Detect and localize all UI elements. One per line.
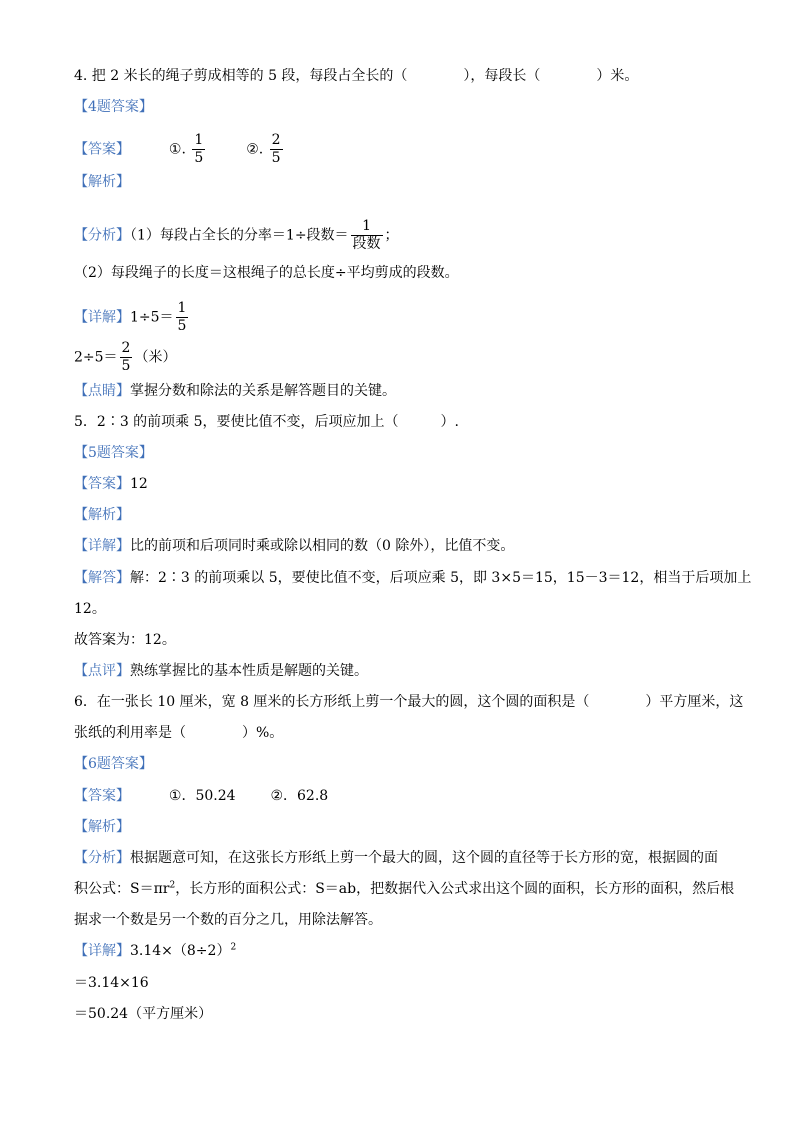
fraction-numerator: 1 (177, 300, 187, 316)
q6-answer-heading: 【6题答案】 (74, 756, 153, 772)
q5-xiangjie-tag: 【详解】 (74, 538, 130, 554)
q6-xiangjie-tag: 【详解】 (74, 943, 130, 959)
q6-answer-1: ①．50.24 (168, 788, 236, 804)
q5-xiangjie-text: 比的前项和后项同时乘或除以相同的数（0 除外），比值不变。 (130, 538, 515, 554)
fraction-denominator: 5 (194, 150, 204, 166)
fraction-denominator: 5 (121, 358, 131, 374)
q6-fenxi-tag: 【分析】 (74, 850, 130, 866)
q4-dianjing-text: 掌握分数和除法的关系是解答题目的关键。 (130, 383, 396, 399)
superscript: 2 (230, 942, 237, 953)
q6-analysis-heading: 【解析】 (74, 819, 130, 835)
q6-fenxi-line-1 (74, 848, 718, 868)
q5-dianping-tag: 【点评】 (74, 663, 130, 679)
fraction-denominator: 段数 (352, 236, 381, 252)
q5-jieda-tag: 【解答】 (74, 570, 130, 586)
q4-xiangjie-line-2 (74, 340, 176, 375)
q5-jieda-line-2: 12。 (74, 601, 106, 617)
q5-answer-value: 12 (130, 476, 148, 492)
q6-question-line-2: 张纸的利用率是（ ）%。 (74, 725, 284, 741)
q4-question: 4. 把 2 米长的绳子剪成相等的 5 段，每段占全长的（ ），每段长（ ）米。 (74, 68, 639, 84)
q6-answer-tag: 【答案】 (74, 788, 130, 804)
q6-answer-line (74, 786, 328, 806)
q6-fenxi-text-1: 根据题意可知，在这张长方形纸上剪一个最大的圆，这个圆的直径等于长方形的宽，根据圆的面 (130, 850, 718, 866)
q4-dianjing-line (74, 381, 396, 401)
q5-dianping-line (74, 661, 368, 681)
q4-fenxi-line (74, 218, 399, 253)
q5-answer-heading: 【5题答案】 (74, 445, 153, 461)
q6-xiangjie-line-2: ＝3.14×16 (74, 975, 149, 991)
q5-answer-line (74, 474, 148, 494)
q4-xiangjie-1-fraction (176, 300, 189, 335)
fraction-denominator: 5 (177, 318, 187, 334)
q5-answer-tag: 【答案】 (74, 476, 130, 492)
q5-question: 5．2∶3 的前项乘 5，要使比值不变，后项应加上（ ）. (74, 414, 459, 430)
q4-dianjing-tag: 【点睛】 (74, 383, 130, 399)
q5-dianping-text: 熟练掌握比的基本性质是解题的关键。 (130, 663, 368, 679)
q6-xiangjie-1: 3.14×（8÷2） (130, 943, 231, 959)
q4-answer-1-fraction (192, 132, 205, 167)
q4-xiangjie-1: 1÷5＝ (130, 309, 174, 326)
q4-fenxi-fraction (351, 218, 383, 253)
q4-fenxi-end: ； (384, 227, 399, 244)
q6-fenxi-line-3: 据求一个数是另一个数的百分之几，用除法解答。 (74, 912, 382, 928)
q6-question-line-1: 6．在一张长 10 厘米，宽 8 厘米的长方形纸上剪一个最大的圆，这个圆的面积是（ ）平方厘米，这 (74, 694, 744, 710)
q4-xiangjie-2: 2÷5＝ (74, 349, 118, 366)
q4-xiangjie-tag: 【详解】 (74, 309, 130, 326)
q5-conclusion: 故答案为：12。 (74, 632, 176, 648)
q6-xiangjie-line-1 (74, 941, 236, 961)
q6-fenxi-text-2b: ，长方形的面积公式：S＝ab，把数据代入公式求出这个圆的面积，长方形的面积，然后根 (175, 881, 735, 897)
q6-fenxi-line-2 (74, 879, 734, 899)
q4-xiangjie-line-1 (74, 300, 190, 335)
q4-xiangjie-2-fraction (120, 340, 133, 375)
q4-answer-2-fraction (270, 132, 283, 167)
q6-answer-2: ②．62.8 (270, 788, 329, 804)
q5-analysis-heading: 【解析】 (74, 507, 130, 523)
q6-xiangjie-line-3: ＝50.24（平方厘米） (74, 1006, 213, 1022)
q5-jieda-text: 解：2∶3 的前项乘以 5，要使比值不变，后项应乘 5，即 3×5＝15，15－3＝12，相当于后项加上 (130, 570, 752, 586)
fraction-numerator: 1 (194, 132, 204, 148)
q4-fenxi-text: （1）每段占全长的分率＝1÷段数＝ (130, 227, 349, 244)
fraction-numerator: 2 (271, 132, 281, 148)
q4-analysis-heading: 【解析】 (74, 174, 130, 190)
superscript: 2 (169, 880, 176, 891)
q4-answer-tag: 【答案】 (74, 141, 130, 158)
fraction-denominator: 5 (271, 150, 281, 166)
q4-answer-1-marker: ①. (168, 141, 186, 158)
q6-fenxi-text-2a: 积公式：S＝πr (74, 881, 170, 897)
q4-answer-line (74, 132, 285, 167)
fraction-numerator: 1 (362, 218, 371, 234)
q4-answer-2-marker: ②. (246, 141, 264, 158)
q4-answer-heading: 【4题答案】 (74, 99, 153, 115)
q4-fenxi-2: （2）每段绳子的长度＝这根绳子的总长度÷平均剪成的段数。 (74, 265, 459, 281)
fraction-numerator: 2 (121, 340, 131, 356)
q5-xiangjie-line (74, 536, 514, 556)
q4-fenxi-tag: 【分析】 (74, 227, 130, 244)
q5-jieda-line-1 (74, 568, 751, 588)
q4-xiangjie-2-unit: （米） (134, 349, 177, 366)
